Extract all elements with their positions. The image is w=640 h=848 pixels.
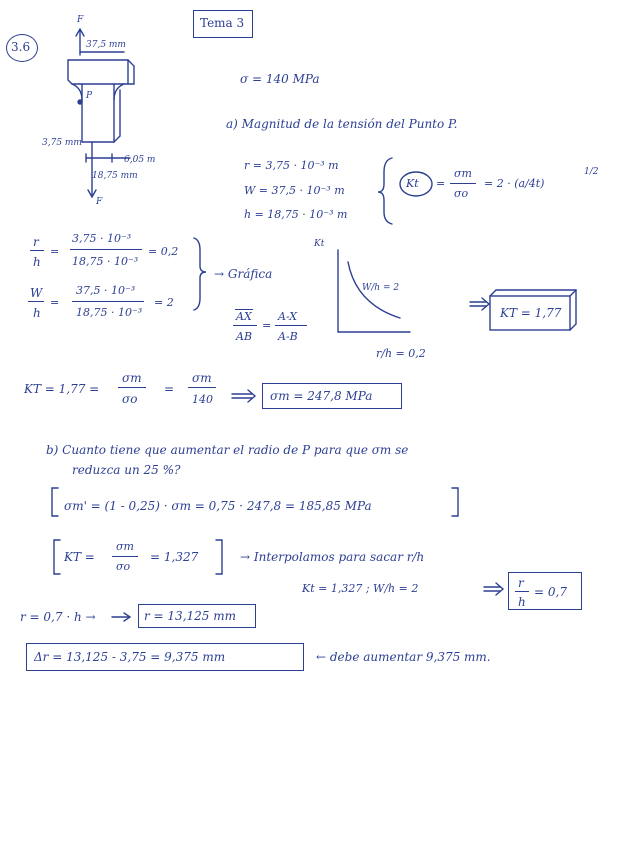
wh-w: W: [30, 286, 43, 300]
kt-formula-right: = 2 · (a/4t): [484, 177, 545, 190]
kt2-den: σo: [116, 560, 131, 573]
kt-eq-den1: σo: [122, 392, 138, 406]
final-note: ← debe aumentar 9,375 mm.: [316, 650, 491, 664]
kt-formula-den: σo: [454, 187, 469, 200]
figure-width-top: 37,5 mm: [86, 40, 126, 50]
problem-number: 3.6: [11, 40, 31, 54]
kt-eq-den2: 140: [192, 393, 213, 406]
r-result: r = 13,125 mm: [144, 609, 236, 623]
rh-r: r: [33, 235, 39, 249]
ax-den: AB: [236, 330, 253, 343]
rh-frac-bar: [70, 249, 142, 250]
rh-result-bar: [515, 591, 529, 592]
wh-frac-bar: [72, 301, 144, 302]
graph-ylabel: Kt: [314, 239, 325, 249]
graph-xlabel: r/h = 0,2: [376, 347, 426, 360]
ab-num: A-X: [278, 310, 298, 323]
wh-den: 18,75 · 10⁻³: [76, 306, 143, 319]
r-calc: r = 0,7 · h →: [20, 610, 96, 624]
rh-bar: [30, 250, 44, 251]
kt2-num: σm: [116, 540, 134, 553]
rh-num: 3,75 · 10⁻³: [72, 232, 132, 245]
part-a-title: a) Magnitud de la tensión del Punto P.: [226, 117, 458, 131]
ax-eq: =: [262, 319, 272, 332]
point-p: [78, 100, 82, 104]
rh-result-value: = 0,7: [534, 585, 567, 599]
kt2-bar: [112, 556, 138, 557]
part-b-question-2: reduzca un 25 %?: [72, 463, 181, 477]
kt2-left: KT =: [64, 550, 95, 564]
kt-eq-num2: σm: [192, 371, 212, 385]
given-sigma: σ = 140 MPa: [240, 72, 320, 86]
rh-den: 18,75 · 10⁻³: [72, 255, 139, 268]
kt-result: KT = 1,77: [500, 306, 562, 320]
ax-num: AX: [236, 310, 252, 323]
kt-formula-num: σm: [454, 167, 472, 180]
figure-radius: 3,75 mm: [42, 138, 82, 148]
rh-h: h: [33, 255, 41, 269]
wh-num: 37,5 · 10⁻³: [76, 284, 136, 297]
ax-over: [235, 309, 253, 310]
t-bar-top: [68, 60, 134, 84]
ab-bar: [275, 325, 307, 326]
wh-h: h: [33, 306, 41, 320]
kt2-value: = 1,327: [150, 550, 199, 564]
kt-formula-bar: [450, 183, 476, 184]
ax-bar: [233, 325, 257, 326]
figure-point-label: P: [86, 91, 93, 101]
wh-eq: =: [50, 296, 60, 309]
rh-eq: =: [50, 245, 60, 258]
rh-value: = 0,2: [148, 245, 179, 258]
kt-eq-bar2: [188, 387, 216, 388]
interpolate-note: → Interpolamos para sacar r/h: [240, 550, 425, 564]
part-b-question-1: b) Cuanto tiene que aumentar el radio de P para que σm se: [46, 443, 409, 457]
kt-eq-left: KT = 1,77 =: [24, 382, 100, 396]
sigma-result: σm = 247,8 MPa: [270, 389, 373, 403]
figure-width-bottom: 18,75 mm: [92, 171, 138, 181]
kt-circle-label: Kt: [406, 177, 419, 190]
kt-line: Kt = 1,327 ; W/h = 2: [302, 582, 419, 595]
ab-den: A-B: [278, 330, 298, 343]
kt-eq-num1: σm: [122, 371, 142, 385]
given-r: r = 3,75 · 10⁻³ m: [244, 159, 339, 172]
kt-eq-eq2: =: [164, 382, 175, 396]
figure-thickness: 6,05 m: [124, 155, 156, 165]
given-h: h = 18,75 · 10⁻³ m: [244, 208, 348, 221]
delta-r: Δr = 13,125 - 3,75 = 9,375 mm: [34, 650, 226, 664]
figure-force-bottom: F: [96, 197, 103, 207]
wh-value: = 2: [154, 296, 174, 309]
figure-force-top: F: [77, 15, 84, 25]
kt-eq-sign: =: [436, 177, 446, 190]
rh-result-r: r: [518, 576, 524, 590]
kt-formula-exp: 1/2: [584, 167, 599, 177]
sigma-m-prime: σm' = (1 - 0,25) · σm = 0,75 · 247,8 = 185,85 MPa: [64, 499, 372, 513]
kt-eq-bar1: [118, 387, 146, 388]
tema-title: Tema 3: [200, 16, 245, 30]
given-w: W = 37,5 · 10⁻³ m: [244, 184, 345, 197]
wh-bar: [28, 301, 44, 302]
rh-result-h: h: [518, 595, 526, 609]
graph-curve-label: W/h = 2: [362, 283, 400, 293]
grafica-label: → Gráfica: [214, 267, 273, 281]
